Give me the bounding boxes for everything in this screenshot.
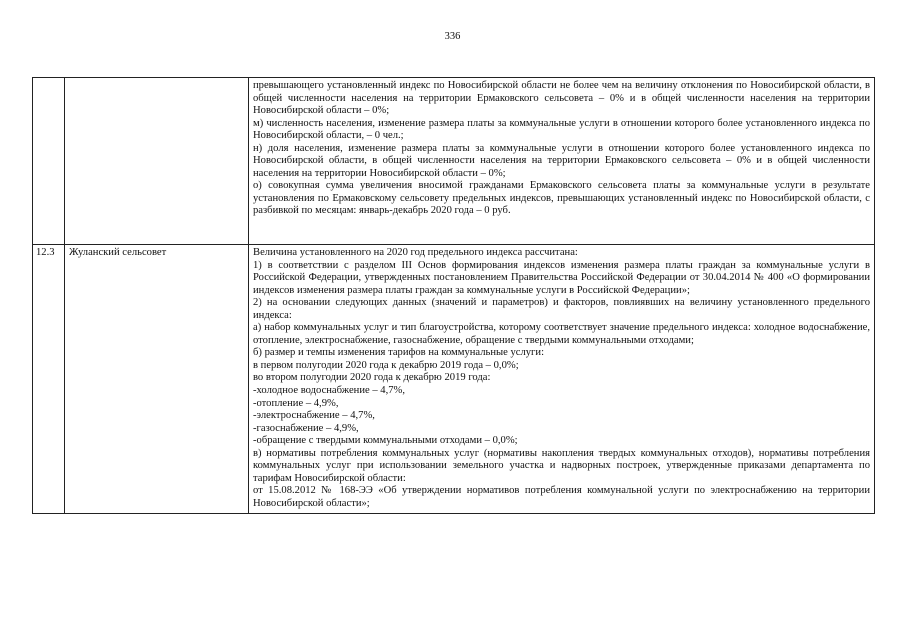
paragraph: -обращение с твердыми коммунальными отходами – 0,0%; bbox=[253, 435, 518, 447]
paragraph: в) нормативы потребления коммунальных услуг (нормативы накопления твердых коммунальных отходов), нормативы потребления коммунальных услуг при использовании земельного участка и надворных построек, утвержденные приказами департамента по тарифам Новосибирской области: bbox=[253, 447, 870, 484]
paragraph: о) совокупная сумма увеличения вносимой гражданами Ермаковского сельсовета платы за коммунальные услуги в результате установления по Ермаковскому сельсовету предельных индексов, превышающих установленный индекс по Новосибирской области, с разбивкой по месяцам: январь-декабрь 2020 года – 0 руб. bbox=[253, 180, 870, 217]
paragraph: 2) на основании следующих данных (значений и параметров) и факторов, повлиявших на величину установленного предельного индекса: bbox=[253, 297, 870, 321]
row-text-cell bbox=[249, 245, 875, 514]
paragraph: н) доля населения, изменение размера платы за коммунальные услуги в отношении которого более установленного индекса по Новосибирской области, в общей численности населения на территории Ермаковского сельсовета – 0% и в общей численности населения на территории Новосибирской области – 0%; bbox=[253, 142, 870, 179]
table-row-zhulansky bbox=[33, 245, 875, 514]
page-number: 336 bbox=[444, 31, 461, 42]
document-table bbox=[32, 77, 875, 514]
paragraph: 1) в соответствии с разделом III Основ формирования индексов изменения размера платы граждан за коммунальные услуги в Российской Федерации, утвержденных постановлением Правительства Российской Федерации от 30.04.2014 № 400 «О формировании индексов изменения размера платы граждан за коммунальные услуги в Российской Федерации»; bbox=[253, 259, 870, 296]
paragraph: -холодное водоснабжение – 4,7%, bbox=[253, 385, 405, 397]
row-name-cell: Жуланский сельсовет bbox=[65, 245, 249, 514]
paragraph: -отопление – 4,9%, bbox=[253, 397, 339, 409]
paragraph: м) численность населения, изменение размера платы за коммунальные услуги в отношении которого более установленного индекса по Новосибирской области, – 0 чел.; bbox=[253, 117, 870, 142]
row-text-cell bbox=[249, 78, 875, 245]
paragraph: превышающего установленный индекс по Новосибирской области не более чем на величину отклонения по Новосибирской области, в общей численности населения на территории Ермаковского сельсовета – 0% и в общей численности населения на территории Новосибирской области – 0%; bbox=[253, 80, 870, 117]
paragraph: -газоснабжение – 4,9%, bbox=[253, 422, 359, 434]
paragraph: а) набор коммунальных услуг и тип благоустройства, которому соответствует значение предельного индекса: холодное водоснабжение, отопление, электроснабжение, газоснабжение, обращение с твердыми коммунальными отходами; bbox=[253, 322, 870, 346]
paragraph: Величина установленного на 2020 год предельного индекса рассчитана: bbox=[253, 247, 578, 258]
paragraph: -электроснабжение – 4,7%, bbox=[253, 410, 375, 422]
paragraph: во втором полугодии 2020 года к декабрю 2019 года: bbox=[253, 372, 491, 384]
row-number-cell: 12.3 bbox=[33, 245, 65, 514]
row-name-cell bbox=[65, 78, 249, 245]
table-row-continuation bbox=[33, 78, 875, 245]
row-number-cell bbox=[33, 78, 65, 245]
paragraph: в первом полугодии 2020 года к декабрю 2019 года – 0,0%; bbox=[253, 359, 519, 371]
paragraph: от 15.08.2012 № 168-ЭЭ «Об утверждении нормативов потребления коммунальной услуги по электроснабжению на территории Новосибирской области»; bbox=[253, 485, 870, 509]
paragraph: б) размер и темпы изменения тарифов на коммунальные услуги: bbox=[253, 347, 545, 359]
